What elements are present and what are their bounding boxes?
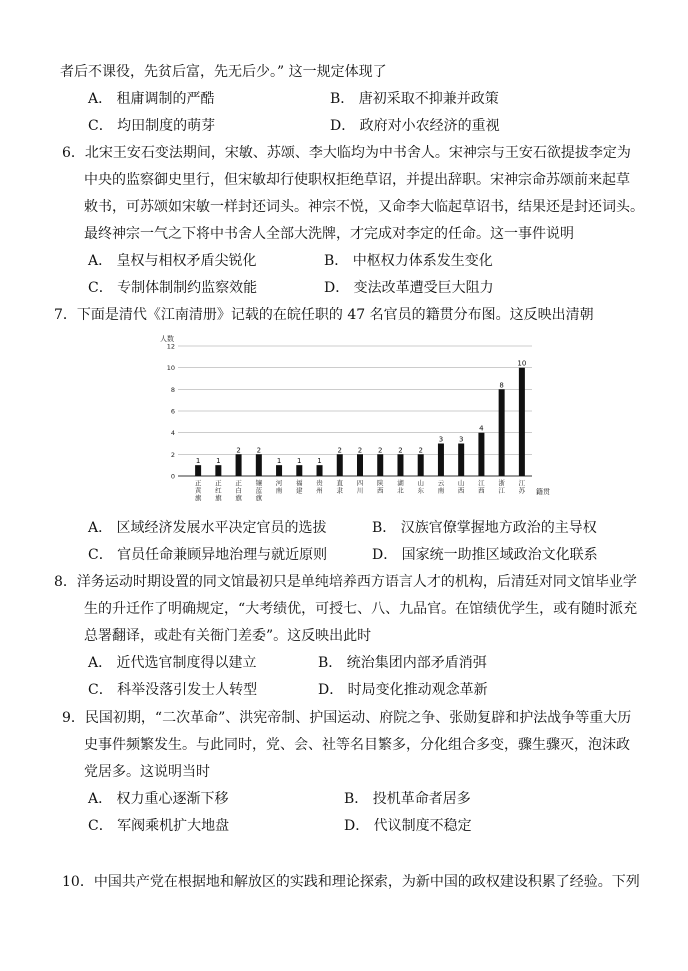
chart-value-label: 2 bbox=[398, 446, 403, 455]
chart-value-label: 10 bbox=[517, 359, 527, 368]
chart-bar bbox=[256, 454, 262, 476]
q8-stem-line-3: 总署翻译，或赴有关衙门差委”。这反映出此时 bbox=[84, 628, 372, 644]
chart-bar bbox=[438, 444, 444, 477]
chart-bar bbox=[337, 454, 343, 476]
q7-option-d: D． 国家统一助推区域政治文化联系 bbox=[372, 547, 598, 563]
chart-category-label: 直隶 bbox=[336, 479, 344, 495]
q8-option-b: B． 统治集团内部矛盾消弭 bbox=[318, 655, 487, 671]
chart-category-label: 四川 bbox=[356, 479, 364, 495]
chart-bars bbox=[195, 368, 525, 476]
chart-bar bbox=[296, 465, 302, 476]
chart-category-label: 浙江 bbox=[498, 479, 505, 495]
q8-stem-line-2: 生的升迁作了明确规定，“大考绩优，可授七、八、九品官。在馆绩优学生，或有随时派充 bbox=[84, 601, 638, 617]
q8-stem-line-1: 8．洋务运动时期设置的同文馆最初只是单纯培养西方语言人才的机构，后清廷对同文馆毕业学 bbox=[54, 574, 637, 590]
q9-stem-line-2: 史事件频繁发生。与此同时，党、会、社等名目繁多，分化组合多变，骤生骤灭，泡沫政 bbox=[84, 737, 630, 753]
chart-value-labels bbox=[196, 360, 526, 466]
chart-bar bbox=[458, 444, 464, 477]
chart-bar bbox=[397, 454, 403, 476]
chart-category-label: 河南 bbox=[275, 479, 283, 495]
chart-value-label: 2 bbox=[357, 446, 363, 455]
chart-value-label: 2 bbox=[337, 446, 342, 455]
q7-option-b: B． 汉族官僚掌握地方政治的主导权 bbox=[372, 520, 597, 536]
chart-category-label: 正红旗 bbox=[215, 479, 222, 502]
chart-value-label: 2 bbox=[378, 446, 383, 455]
q7-option-c: C． 官员任命兼顾异地治理与就近原则 bbox=[88, 547, 328, 563]
chart-value-label: 2 bbox=[418, 446, 423, 455]
q9-stem-line-3: 党居多。这说明当时 bbox=[84, 764, 210, 780]
chart-y-tick-label: 6 bbox=[170, 407, 175, 416]
chart-category-label: 福建 bbox=[296, 479, 303, 495]
chart-value-label: 1 bbox=[195, 457, 201, 466]
chart-bar bbox=[499, 389, 505, 476]
chart-y-tick-label: 10 bbox=[166, 364, 175, 373]
q5-option-c: C． 均田制度的萌芽 bbox=[88, 118, 216, 134]
chart-bar bbox=[276, 465, 282, 476]
chart-bar bbox=[195, 465, 201, 476]
chart-y-tick-label: 2 bbox=[170, 450, 175, 459]
chart-value-label: 2 bbox=[236, 446, 241, 455]
q9-stem-line-1: 9．民国初期，“二次革命”、洪宪帝制、护国运动、府院之争、张勋复辟和护法战争等重大历 bbox=[62, 710, 632, 726]
chart-category-label: 镶蓝旗 bbox=[255, 479, 263, 502]
chart-category-label: 江西 bbox=[478, 479, 485, 495]
chart-category-label: 正白旗 bbox=[235, 479, 242, 502]
chart-value-label: 2 bbox=[256, 446, 262, 455]
chart-category-label: 江苏 bbox=[518, 479, 526, 495]
chart-value-label: 8 bbox=[499, 381, 504, 390]
chart-bar bbox=[418, 454, 424, 476]
chart-bar bbox=[215, 465, 221, 476]
q5-option-a: A． 租庸调制的严酷 bbox=[88, 91, 215, 107]
origin-distribution-chart bbox=[160, 334, 560, 502]
chart-bar bbox=[519, 368, 525, 476]
q8-option-d: D． 时局变化推动观念革新 bbox=[318, 682, 488, 698]
chart-x-axis-label: 籍贯 bbox=[536, 488, 550, 496]
chart-value-label: 1 bbox=[317, 457, 322, 466]
chart-bar bbox=[357, 454, 363, 476]
chart-category-label: 山东 bbox=[417, 479, 424, 495]
q5-stem-tail: 者后不课役，先贫后富，先无后少。” 这一规定体现了 bbox=[60, 64, 387, 80]
chart-y-tick-label: 0 bbox=[170, 472, 175, 481]
q7-option-a: A． 区域经济发展水平决定官员的选拔 bbox=[88, 520, 327, 536]
chart-category-label: 陕西 bbox=[376, 479, 384, 495]
chart-category-label: 云南 bbox=[437, 479, 445, 495]
chart-bar bbox=[478, 433, 484, 476]
q9-option-b: B． 投机革命者居多 bbox=[344, 791, 471, 807]
chart-category-labels bbox=[195, 478, 526, 502]
q5-option-b: B． 唐初采取不抑兼并政策 bbox=[330, 91, 499, 107]
chart-value-label: 4 bbox=[479, 424, 484, 433]
chart-y-ticks bbox=[167, 343, 175, 481]
q6-option-d: D． 变法改革遭受巨大阻力 bbox=[324, 280, 494, 296]
q9-option-d: D． 代议制度不稳定 bbox=[344, 818, 472, 834]
q7-stem: 7．下面是清代《江南清册》记载的在皖任职的 47 名官员的籍贯分布图。这反映出清朝 bbox=[54, 307, 594, 323]
q6-option-b: B． 中枢权力体系发生变化 bbox=[324, 253, 493, 269]
q6-option-a: A． 皇权与相权矛盾尖锐化 bbox=[88, 253, 257, 269]
chart-value-label: 1 bbox=[216, 457, 221, 466]
chart-bar bbox=[236, 454, 242, 476]
q6-stem-line-2: 中央的监察御史里行，但宋敏却行使职权拒绝草诏，并提出辞职。宋神宗命苏颂前来起草 bbox=[84, 172, 630, 188]
q6-stem-line-1: 6．北宋王安石变法期间，宋敏、苏颂、李大临均为中书舍人。宋神宗与王安石欲提拔李定为 bbox=[62, 145, 631, 161]
chart-value-label: 3 bbox=[438, 435, 444, 444]
chart-category-label: 贵州 bbox=[316, 479, 323, 495]
chart-value-label: 3 bbox=[458, 435, 464, 444]
q8-option-c: C． 科举没落引发士人转型 bbox=[88, 682, 258, 698]
q6-option-c: C． 专制体制制约监察效能 bbox=[88, 280, 258, 296]
q5-option-d: D． 政府对小农经济的重视 bbox=[330, 118, 500, 134]
q8-option-a: A． 近代选官制度得以建立 bbox=[88, 655, 257, 671]
q9-option-c: C． 军阀乘机扩大地盘 bbox=[88, 818, 230, 834]
q9-option-a: A． 权力重心逐渐下移 bbox=[88, 791, 229, 807]
chart-category-label: 山西 bbox=[457, 479, 465, 495]
chart-category-label: 湖北 bbox=[397, 479, 404, 495]
chart-bar bbox=[377, 454, 383, 476]
chart-value-label: 1 bbox=[276, 457, 282, 466]
q6-stem-line-4: 最终神宗一气之下将中书舍人全部大洗牌，才完成对李定的任命。这一事件说明 bbox=[84, 226, 574, 242]
chart-y-tick-label: 8 bbox=[170, 385, 175, 394]
chart-y-tick-label: 12 bbox=[166, 342, 175, 351]
q10-stem: 10．中国共产党在根据地和解放区的实践和理论探索，为新中国的政权建设积累了经验。下列 bbox=[62, 874, 640, 890]
chart-value-label: 1 bbox=[297, 457, 302, 466]
chart-y-tick-label: 4 bbox=[170, 429, 175, 438]
chart-y-axis-label: 人数 bbox=[160, 335, 174, 343]
chart-category-label: 正黄旗 bbox=[194, 479, 202, 502]
chart-bar bbox=[317, 465, 323, 476]
q6-stem-line-3: 敕书，可苏颂如宋敏一样封还词头。神宗不悦，又命李大临起草诏书，结果还是封还词头。 bbox=[84, 199, 644, 215]
